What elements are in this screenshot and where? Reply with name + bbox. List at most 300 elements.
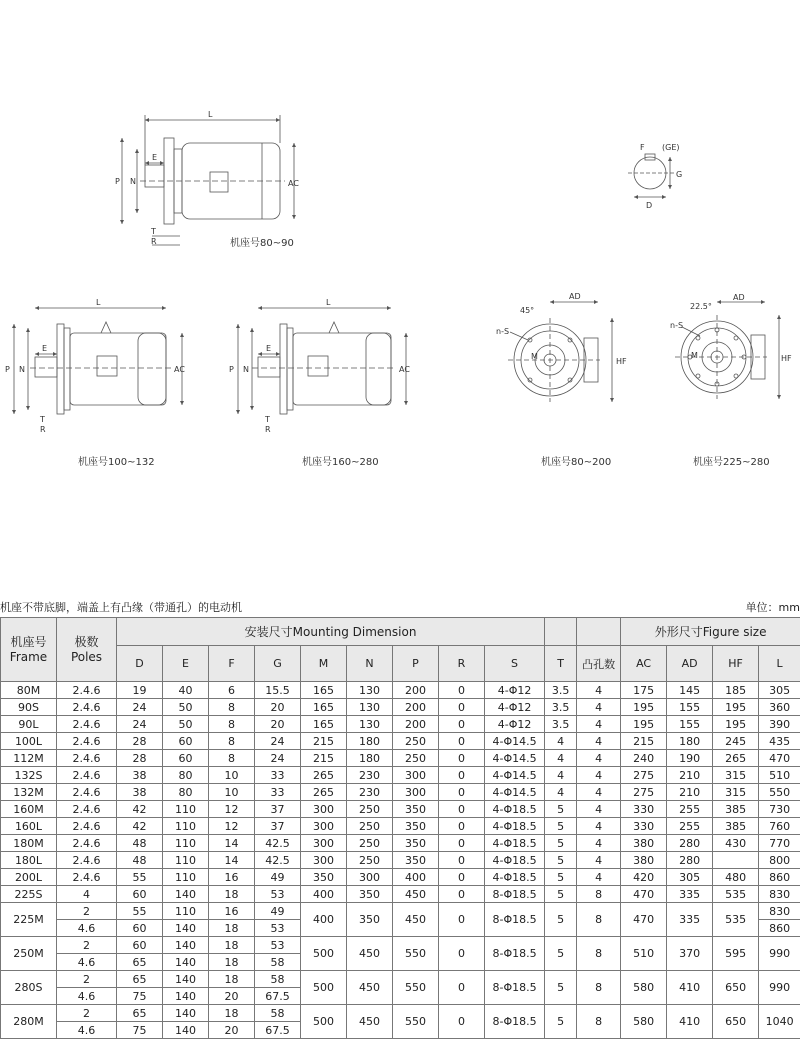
table-cell: 300 [347, 869, 393, 886]
table-cell: 4 [545, 767, 577, 784]
table-cell: 510 [759, 767, 800, 784]
label-L-2: L [96, 298, 101, 307]
table-cell: 58 [255, 971, 301, 988]
col-F: F [209, 646, 255, 682]
table-cell: 5 [545, 852, 577, 869]
table-cell: 240 [621, 750, 667, 767]
frame-cell: 112M [1, 750, 57, 767]
table-cell: 4-Φ18.5 [485, 801, 545, 818]
table-cell: 8 [577, 903, 621, 937]
table-cell: 18 [209, 954, 255, 971]
table-cell: 860 [759, 869, 800, 886]
table-cell: 0 [439, 835, 485, 852]
table-cell: 450 [347, 1005, 393, 1039]
label-angle-22-5: 22.5° [690, 302, 712, 311]
table-cell: 155 [667, 716, 713, 733]
table-cell: 0 [439, 733, 485, 750]
table-cell: 470 [621, 903, 667, 937]
table-cell: 300 [301, 852, 347, 869]
table-cell: 300 [301, 818, 347, 835]
table-cell: 140 [163, 954, 209, 971]
table-cell: 250 [347, 801, 393, 818]
table-cell: 305 [759, 682, 800, 699]
frame-cell: 180L [1, 852, 57, 869]
label-P-3: P [229, 365, 234, 374]
table-cell: 75 [117, 988, 163, 1005]
table-cell: 80 [163, 767, 209, 784]
table-cell: 4 [545, 750, 577, 767]
table-cell: 280 [667, 852, 713, 869]
label-P: P [115, 177, 120, 186]
table-cell: 4 [577, 784, 621, 801]
table-cell: 5 [545, 869, 577, 886]
table-cell: 250 [393, 733, 439, 750]
label-N: N [130, 177, 136, 186]
table-cell: 140 [163, 886, 209, 903]
table-cell: 4-Φ18.5 [485, 869, 545, 886]
table-cell: 67.5 [255, 988, 301, 1005]
table-cell: 18 [209, 886, 255, 903]
table-cell: 165 [301, 682, 347, 699]
table-cell: 48 [117, 852, 163, 869]
table-cell: 265 [713, 750, 759, 767]
table-cell: 580 [621, 971, 667, 1005]
table-cell: 450 [347, 937, 393, 971]
table-row [1, 767, 800, 784]
table-cell: 215 [301, 733, 347, 750]
table-cell: 15.5 [255, 682, 301, 699]
table-cell: 2.4.6 [57, 750, 117, 767]
table-cell: 130 [347, 682, 393, 699]
table-cell: 4-Φ12 [485, 682, 545, 699]
table-cell: 110 [163, 818, 209, 835]
table-cell: 250 [393, 750, 439, 767]
table-cell: 400 [301, 903, 347, 937]
table-cell: 16 [209, 903, 255, 920]
table-cell: 500 [301, 937, 347, 971]
table-cell: 3.5 [545, 682, 577, 699]
frame-cell: 160M [1, 801, 57, 818]
col-R: R [439, 646, 485, 682]
caption-160-280: 机座号160~280 [302, 457, 379, 468]
label-T-2: T [40, 415, 45, 424]
label-angle-45: 45° [520, 306, 535, 315]
label-M-2: M [691, 351, 698, 360]
table-cell: 770 [759, 835, 800, 852]
table-cell: 38 [117, 767, 163, 784]
drawing-side-80-90 [115, 110, 299, 249]
table-cell: 280 [667, 835, 713, 852]
table-cell: 450 [347, 971, 393, 1005]
table-cell: 65 [117, 971, 163, 988]
label-E-3: E [266, 344, 272, 353]
table-cell: 4-Φ14.5 [485, 750, 545, 767]
table-cell: 10 [209, 784, 255, 801]
table-cell: 65 [117, 1005, 163, 1022]
label-L-3: L [326, 298, 331, 307]
table-cell: 250 [347, 818, 393, 835]
table-cell: 18 [209, 1005, 255, 1022]
table-cell: 315 [713, 767, 759, 784]
table-cell: 110 [163, 801, 209, 818]
table-cell: 33 [255, 784, 301, 801]
table-cell: 0 [439, 886, 485, 903]
table-cell: 130 [347, 716, 393, 733]
table-cell: 20 [255, 699, 301, 716]
table-cell: 255 [667, 818, 713, 835]
table-cell: 38 [117, 784, 163, 801]
table-cell: 180 [667, 733, 713, 750]
table-cell: 2 [57, 903, 117, 920]
table-cell: 0 [439, 869, 485, 886]
table-cell: 140 [163, 937, 209, 954]
label-G: G [676, 170, 683, 179]
table-cell: 385 [713, 801, 759, 818]
table-cell: 2.4.6 [57, 801, 117, 818]
drawing-shaft-key [628, 143, 682, 210]
table-cell: 4-Φ14.5 [485, 767, 545, 784]
table-cell: 42 [117, 818, 163, 835]
table-cell: 500 [301, 1005, 347, 1039]
col-AC: AC [621, 646, 667, 682]
table-cell: 0 [439, 903, 485, 937]
table-cell: 510 [621, 937, 667, 971]
table-row [1, 818, 800, 835]
table-cell: 42.5 [255, 852, 301, 869]
table-cell: 65 [117, 954, 163, 971]
table-cell: 60 [117, 886, 163, 903]
frame-cell: 200L [1, 869, 57, 886]
table-cell: 335 [667, 886, 713, 903]
table-cell: 250 [347, 835, 393, 852]
table-cell: 4 [577, 852, 621, 869]
table-cell: 200 [393, 682, 439, 699]
table-cell: 275 [621, 784, 667, 801]
drawing-end-80-200 [496, 292, 627, 468]
col-G: G [255, 646, 301, 682]
table-cell: 480 [713, 869, 759, 886]
table-cell: 49 [255, 869, 301, 886]
table-cell: 0 [439, 750, 485, 767]
table-cell: 2 [57, 937, 117, 954]
table-cell: 60 [163, 750, 209, 767]
table-cell: 550 [393, 1005, 439, 1039]
table-row [1, 699, 800, 716]
table-cell: 5 [545, 937, 577, 971]
dimension-table [0, 617, 800, 1039]
table-cell: 28 [117, 733, 163, 750]
table-cell: 830 [759, 886, 800, 903]
table-cell: 24 [255, 733, 301, 750]
label-M: M [531, 352, 538, 361]
table-cell: 185 [713, 682, 759, 699]
table-cell: 165 [301, 716, 347, 733]
label-R: R [151, 237, 157, 246]
table-cell: 990 [759, 937, 800, 971]
table-cell: 380 [621, 835, 667, 852]
table-cell: 24 [255, 750, 301, 767]
frame-cell: 80M [1, 682, 57, 699]
table-cell: 8 [577, 937, 621, 971]
table-cell: 110 [163, 869, 209, 886]
table-row [1, 682, 800, 699]
table-cell: 535 [713, 903, 759, 937]
label-nS: n-S [496, 327, 510, 336]
table-cell: 28 [117, 750, 163, 767]
table-cell: 335 [667, 903, 713, 937]
table-cell: 49 [255, 903, 301, 920]
table-cell: 55 [117, 869, 163, 886]
col-AD: AD [667, 646, 713, 682]
table-cell: 730 [759, 801, 800, 818]
table-cell: 450 [393, 886, 439, 903]
table-cell: 4 [57, 886, 117, 903]
table-title: 机座不带底脚，端盖上有凸缘（带通孔）的电动机 [0, 601, 242, 614]
frame-cell: 280M [1, 1005, 57, 1039]
table-cell: 350 [393, 852, 439, 869]
table-cell: 470 [621, 886, 667, 903]
frame-cell: 225S [1, 886, 57, 903]
table-cell: 12 [209, 801, 255, 818]
col-M: M [301, 646, 347, 682]
table-cell: 0 [439, 971, 485, 1005]
label-AC: AC [288, 179, 299, 188]
table-cell: 0 [439, 784, 485, 801]
table-cell: 350 [347, 886, 393, 903]
table-cell: 390 [759, 716, 800, 733]
table-cell: 75 [117, 1022, 163, 1039]
col-P: P [393, 646, 439, 682]
table-cell: 2.4.6 [57, 852, 117, 869]
table-cell: 33 [255, 767, 301, 784]
table-cell: 40 [163, 682, 209, 699]
table-cell: 830 [759, 903, 800, 920]
table-cell: 5 [545, 818, 577, 835]
label-nS-2: n-S [670, 321, 684, 330]
table-cell: 4 [577, 750, 621, 767]
table-cell [713, 852, 759, 869]
table-cell: 16 [209, 869, 255, 886]
table-cell: 215 [301, 750, 347, 767]
label-F: F [640, 143, 645, 152]
table-cell: 410 [667, 971, 713, 1005]
table-cell: 180 [347, 733, 393, 750]
table-cell: 2.4.6 [57, 869, 117, 886]
table-cell: 305 [667, 869, 713, 886]
col-T: T [545, 646, 577, 682]
table-cell: 435 [759, 733, 800, 750]
label-T: T [151, 227, 156, 236]
table-cell: 42 [117, 801, 163, 818]
table-cell: 140 [163, 971, 209, 988]
table-cell: 990 [759, 971, 800, 1005]
table-cell: 550 [759, 784, 800, 801]
table-cell: 250 [347, 852, 393, 869]
table-cell: 550 [393, 937, 439, 971]
col-holes: 凸孔数 [577, 646, 621, 682]
col-E: E [163, 646, 209, 682]
table-cell: 155 [667, 699, 713, 716]
table-cell: 8-Φ18.5 [485, 903, 545, 937]
table-row [1, 852, 800, 869]
table-cell: 245 [713, 733, 759, 750]
table-cell: 200 [393, 716, 439, 733]
table-cell: 53 [255, 920, 301, 937]
table-row [1, 1005, 800, 1022]
table-cell: 650 [713, 971, 759, 1005]
table-cell: 4-Φ18.5 [485, 818, 545, 835]
table-cell: 400 [393, 869, 439, 886]
table-cell: 8 [209, 699, 255, 716]
label-AD: AD [569, 292, 581, 301]
table-cell: 2.4.6 [57, 716, 117, 733]
label-AC-2: AC [174, 365, 185, 374]
table-cell: 8 [577, 886, 621, 903]
table-cell: 55 [117, 903, 163, 920]
frame-cell: 280S [1, 971, 57, 1005]
table-cell: 2.4.6 [57, 818, 117, 835]
table-cell: 130 [347, 699, 393, 716]
table-cell: 265 [301, 767, 347, 784]
table-cell: 4.6 [57, 920, 117, 937]
table-cell: 760 [759, 818, 800, 835]
table-cell: 190 [667, 750, 713, 767]
table-cell: 195 [713, 699, 759, 716]
label-R-2: R [40, 425, 46, 434]
table-cell: 400 [301, 886, 347, 903]
table-cell: 165 [301, 699, 347, 716]
label-HF: HF [616, 357, 627, 366]
table-cell: 8 [209, 750, 255, 767]
table-cell: 4-Φ12 [485, 716, 545, 733]
table-cell: 265 [301, 784, 347, 801]
table-row [1, 835, 800, 852]
technical-drawings [0, 0, 800, 480]
table-cell: 4 [577, 767, 621, 784]
table-cell: 470 [759, 750, 800, 767]
table-cell: 20 [209, 988, 255, 1005]
label-AD-2: AD [733, 293, 745, 302]
drawing-side-160-280 [229, 298, 410, 468]
table-cell: 230 [347, 767, 393, 784]
table-cell: 4 [577, 699, 621, 716]
table-cell: 4 [545, 784, 577, 801]
table-cell: 4-Φ18.5 [485, 852, 545, 869]
table-cell: 195 [621, 716, 667, 733]
table-cell: 48 [117, 835, 163, 852]
frame-cell: 180M [1, 835, 57, 852]
table-cell: 18 [209, 920, 255, 937]
table-cell: 230 [347, 784, 393, 801]
table-cell: 800 [759, 852, 800, 869]
table-cell: 370 [667, 937, 713, 971]
table-cell: 450 [393, 903, 439, 937]
frame-cell: 132S [1, 767, 57, 784]
table-cell: 140 [163, 988, 209, 1005]
label-D: D [646, 201, 653, 210]
label-P-2: P [5, 365, 10, 374]
header-poles: 极数 Poles [57, 618, 117, 682]
table-cell: 350 [393, 835, 439, 852]
table-cell: 380 [621, 852, 667, 869]
table-cell: 6 [209, 682, 255, 699]
table-cell: 0 [439, 682, 485, 699]
table-cell: 180 [347, 750, 393, 767]
table-cell: 0 [439, 767, 485, 784]
table-cell: 0 [439, 1005, 485, 1039]
table-cell: 14 [209, 852, 255, 869]
table-cell: 650 [713, 1005, 759, 1039]
table-cell: 5 [545, 971, 577, 1005]
table-cell: 5 [545, 1005, 577, 1039]
table-cell: 110 [163, 852, 209, 869]
table-cell: 500 [301, 971, 347, 1005]
label-N-2: N [19, 365, 25, 374]
table-row [1, 886, 800, 903]
label-E-2: E [42, 344, 48, 353]
table-cell: 0 [439, 716, 485, 733]
table-cell: 60 [163, 733, 209, 750]
label-L: L [208, 110, 213, 119]
table-cell: 4-Φ14.5 [485, 733, 545, 750]
table-cell: 2 [57, 1005, 117, 1022]
table-cell: 255 [667, 801, 713, 818]
table-cell: 275 [621, 767, 667, 784]
table-cell: 430 [713, 835, 759, 852]
table-cell: 315 [713, 784, 759, 801]
header-mounting: 安装尺寸Mounting Dimension [117, 618, 545, 646]
table-cell: 4 [577, 716, 621, 733]
table-cell: 14 [209, 835, 255, 852]
table-row [1, 937, 800, 954]
table-cell: 2 [57, 971, 117, 988]
table-cell: 4 [545, 733, 577, 750]
table-cell: 10 [209, 767, 255, 784]
table-row [1, 750, 800, 767]
header-row-1 [1, 618, 800, 646]
frame-cell: 132M [1, 784, 57, 801]
table-cell: 4.6 [57, 1022, 117, 1039]
table-cell: 350 [393, 801, 439, 818]
label-R-3: R [265, 425, 271, 434]
table-cell: 37 [255, 801, 301, 818]
table-cell: 0 [439, 801, 485, 818]
table-cell: 4-Φ12 [485, 699, 545, 716]
table-cell: 4 [577, 818, 621, 835]
table-row [1, 784, 800, 801]
table-cell: 18 [209, 937, 255, 954]
table-cell: 8 [209, 716, 255, 733]
table-cell: 24 [117, 716, 163, 733]
table-cell: 110 [163, 903, 209, 920]
header-figure: 外形尺寸Figure size [621, 618, 800, 646]
table-cell: 300 [393, 784, 439, 801]
col-L: L [759, 646, 800, 682]
table-cell: 50 [163, 716, 209, 733]
table-cell: 60 [117, 937, 163, 954]
table-cell: 535 [713, 886, 759, 903]
table-cell: 300 [301, 801, 347, 818]
label-GE: (GE) [662, 143, 680, 152]
label-HF-2: HF [781, 354, 792, 363]
table-row [1, 869, 800, 886]
table-cell: 5 [545, 886, 577, 903]
table-cell: 3.5 [545, 699, 577, 716]
caption-end-225-280: 机座号225~280 [693, 457, 770, 468]
header-blank-t [545, 618, 577, 646]
table-row [1, 801, 800, 818]
table-cell: 2.4.6 [57, 733, 117, 750]
